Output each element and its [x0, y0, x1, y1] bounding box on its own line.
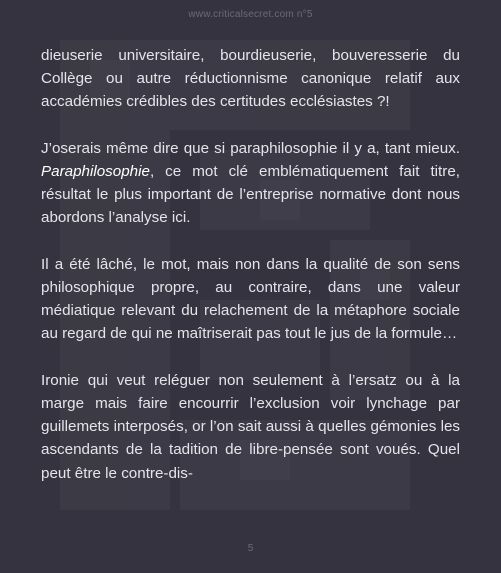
page-number: 5 [247, 543, 254, 554]
paragraph: Il a été lâché, le mot, mais non dans la qualité de son sens philosophique propre, au contraire, dans une valeur médiatique relevant du relachement de la métaphore sociale au regard de qui ne maîtriserait pas tout le jus de la formule… [41, 255, 460, 343]
paragraph: Ironie qui veut reléguer non seulement à l’ersatz ou à la marge mais faire encourrir l’exclusion voir lynchage par guillemets interposés, or l’on sait aussi à quelles gémonies les ascendants de la tadition de libre-pensée sont voués. Quel peut être le contre-dis- [41, 371, 460, 482]
article-body [41, 44, 460, 485]
paragraph-text-before: J’oserais même dire que si paraphilosophie il y a, tant mieux. [41, 139, 460, 157]
paragraph-text-after: , ce mot clé emblématiquement fait titre, résultat le plus important de l’entreprise normative dont nous abordons l’analyse ici. [41, 163, 460, 227]
paragraph [41, 137, 460, 230]
site-header: www.criticalsecret.com n°5 [188, 9, 313, 20]
paragraph: dieuserie universitaire, bourdieuserie, bouveresserie du Collège ou autre réductionnisme canonique relatif aux accadémies crédibles des certitudes ecclésiastes ?! [41, 47, 460, 111]
emphasized-term: Paraphilosophie [41, 163, 150, 180]
